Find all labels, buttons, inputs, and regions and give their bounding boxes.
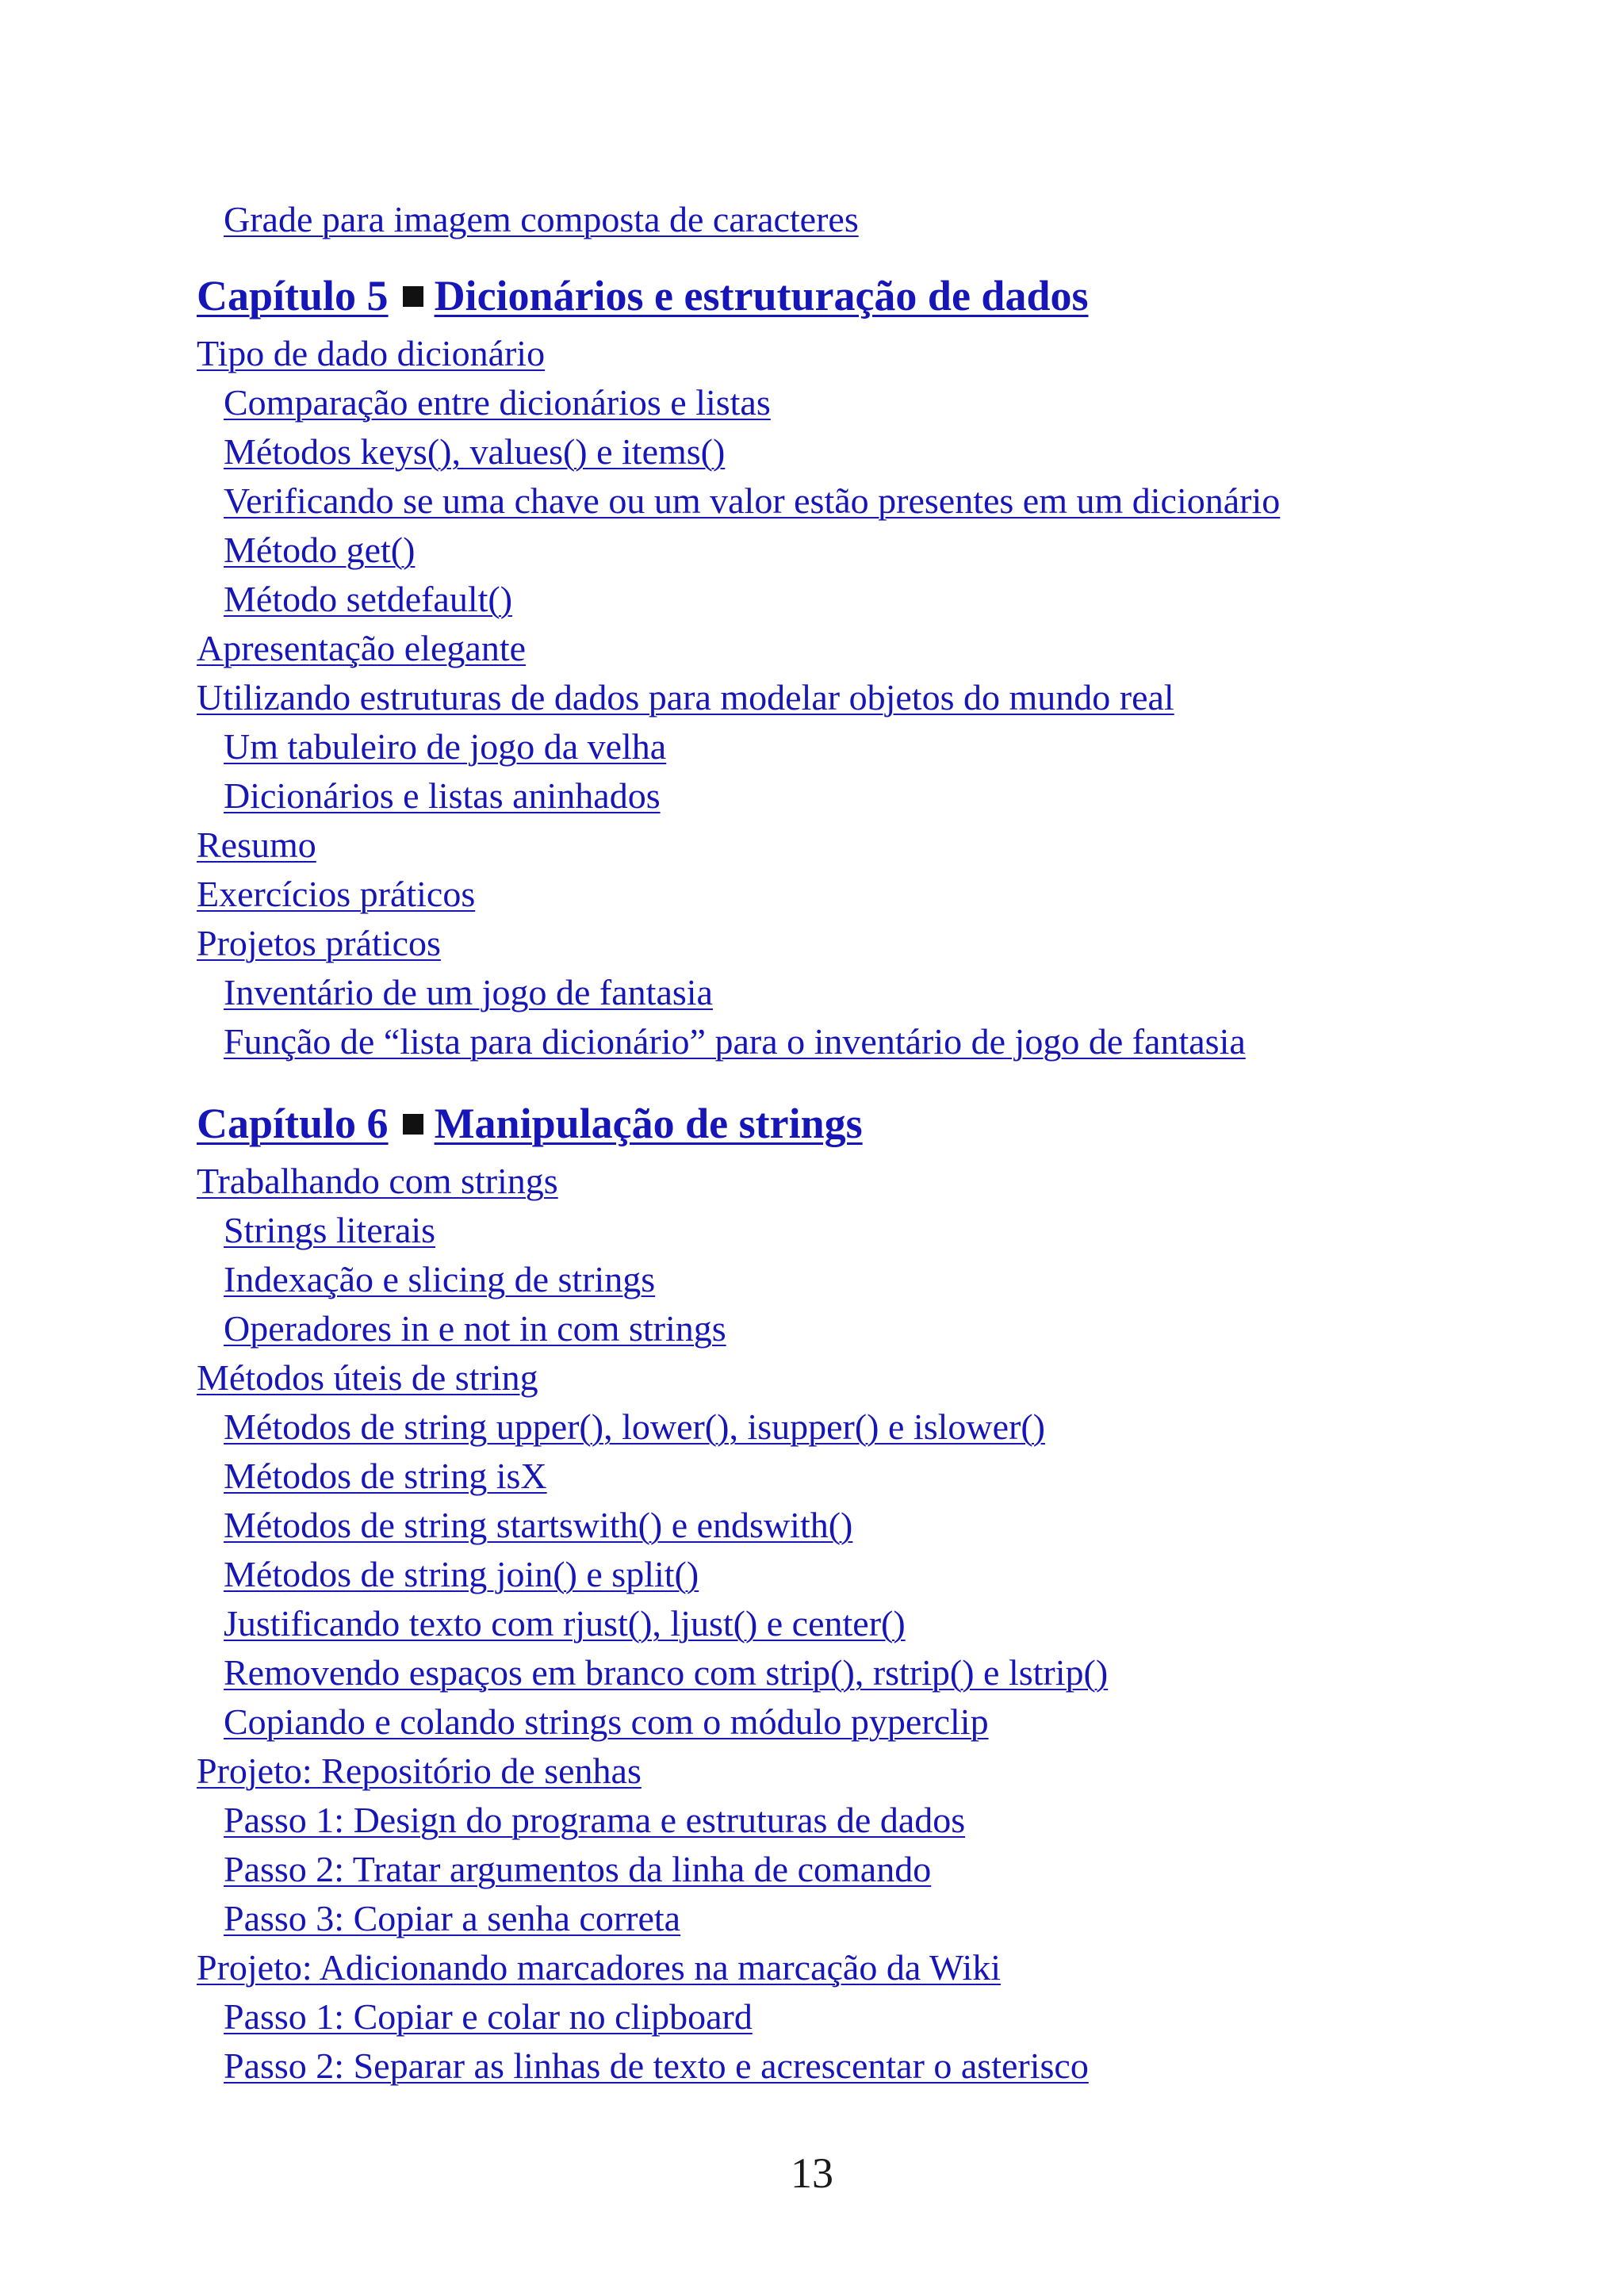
chapter-5-entries <box>197 329 1545 1066</box>
toc-entry-link[interactable]: Projeto: Adicionando marcadores na marcação da Wiki <box>197 1947 1002 1988</box>
toc-subentry-link[interactable]: Grade para imagem composta de caracteres <box>224 199 859 239</box>
square-separator-icon <box>403 286 423 307</box>
toc-subentry-link[interactable]: Passo 2: Tratar argumentos da linha de comando <box>224 1849 932 1889</box>
toc-entry-link[interactable]: Projeto: Repositório de senhas <box>197 1751 642 1791</box>
chapter-6-number-link[interactable]: Capítulo 6 <box>197 1100 389 1147</box>
toc-entry-link[interactable]: Resumo <box>197 825 316 865</box>
toc-entry-link[interactable]: Utilizando estruturas de dados para modelar objetos do mundo real <box>197 677 1174 718</box>
chapter-5-section <box>197 265 1545 1066</box>
toc-subentry-link[interactable]: Métodos de string startswith() e endswith() <box>224 1505 853 1545</box>
chapter-6-section <box>197 1093 1545 2091</box>
toc-subentry-link[interactable]: Removendo espaços em branco com strip(), rstrip() e lstrip() <box>224 1652 1109 1693</box>
toc-entry-link[interactable]: Exercícios práticos <box>197 874 476 914</box>
square-separator-icon <box>403 1114 423 1135</box>
toc-subentry-link[interactable]: Um tabuleiro de jogo da velha <box>224 726 667 767</box>
toc-subentry-link[interactable]: Operadores in e not in com strings <box>224 1308 726 1349</box>
chapter-5-title-link[interactable]: Dicionários e estruturação de dados <box>434 272 1089 320</box>
toc-entry-link[interactable]: Tipo de dado dicionário <box>197 333 546 373</box>
toc-subentry-link[interactable]: Inventário de um jogo de fantasia <box>224 972 713 1012</box>
toc-subentry-link[interactable]: Justificando texto com rjust(), ljust() e center() <box>224 1603 906 1644</box>
toc-entry-link[interactable]: Projetos práticos <box>197 923 441 963</box>
toc-subentry-link[interactable]: Função de “lista para dicionário” para o inventário de jogo de fantasia <box>224 1021 1246 1062</box>
toc-subentry-link[interactable]: Strings literais <box>224 1210 436 1250</box>
toc-subentry-link[interactable]: Passo 1: Copiar e colar no clipboard <box>224 1996 753 2037</box>
toc-subentry-link[interactable]: Verificando se uma chave ou um valor estão presentes em um dicionário <box>224 480 1281 521</box>
chapter-6-entries <box>197 1157 1545 2091</box>
toc-subentry-link[interactable]: Método setdefault() <box>224 579 513 619</box>
chapter-5-heading <box>197 265 1545 327</box>
toc-entry-link[interactable]: Métodos úteis de string <box>197 1357 538 1398</box>
toc-subentry-link[interactable]: Método get() <box>224 530 416 570</box>
page-number: 13 <box>791 2149 833 2197</box>
toc-subentry-link[interactable]: Métodos de string isX <box>224 1456 547 1496</box>
toc-subentry-link[interactable]: Indexação e slicing de strings <box>224 1259 656 1299</box>
toc-entry-link[interactable]: Trabalhando com strings <box>197 1161 558 1201</box>
toc-subentry-link[interactable]: Copiando e colando strings com o módulo pyperclip <box>224 1701 989 1742</box>
toc-subentry-link[interactable]: Métodos keys(), values() e items() <box>224 431 726 472</box>
toc-subentry-link[interactable]: Dicionários e listas aninhados <box>224 775 661 816</box>
toc-top-entries <box>197 195 1545 244</box>
toc-subentry-link[interactable]: Métodos de string join() e split() <box>224 1554 699 1594</box>
toc-subentry-link[interactable]: Passo 1: Design do programa e estruturas de dados <box>224 1800 966 1840</box>
toc-subentry-link[interactable]: Comparação entre dicionários e listas <box>224 382 771 423</box>
toc-entry-link[interactable]: Apresentação elegante <box>197 628 527 668</box>
chapter-5-number-link[interactable]: Capítulo 5 <box>197 272 389 320</box>
toc-subentry-link[interactable]: Passo 2: Separar as linhas de texto e acrescentar o asterisco <box>224 2045 1089 2086</box>
toc-subentry-link[interactable]: Métodos de string upper(), lower(), isupper() e islower() <box>224 1406 1045 1447</box>
toc-subentry-link[interactable]: Passo 3: Copiar a senha correta <box>224 1898 681 1938</box>
chapter-6-title-link[interactable]: Manipulação de strings <box>434 1100 863 1147</box>
chapter-6-heading <box>197 1093 1545 1154</box>
